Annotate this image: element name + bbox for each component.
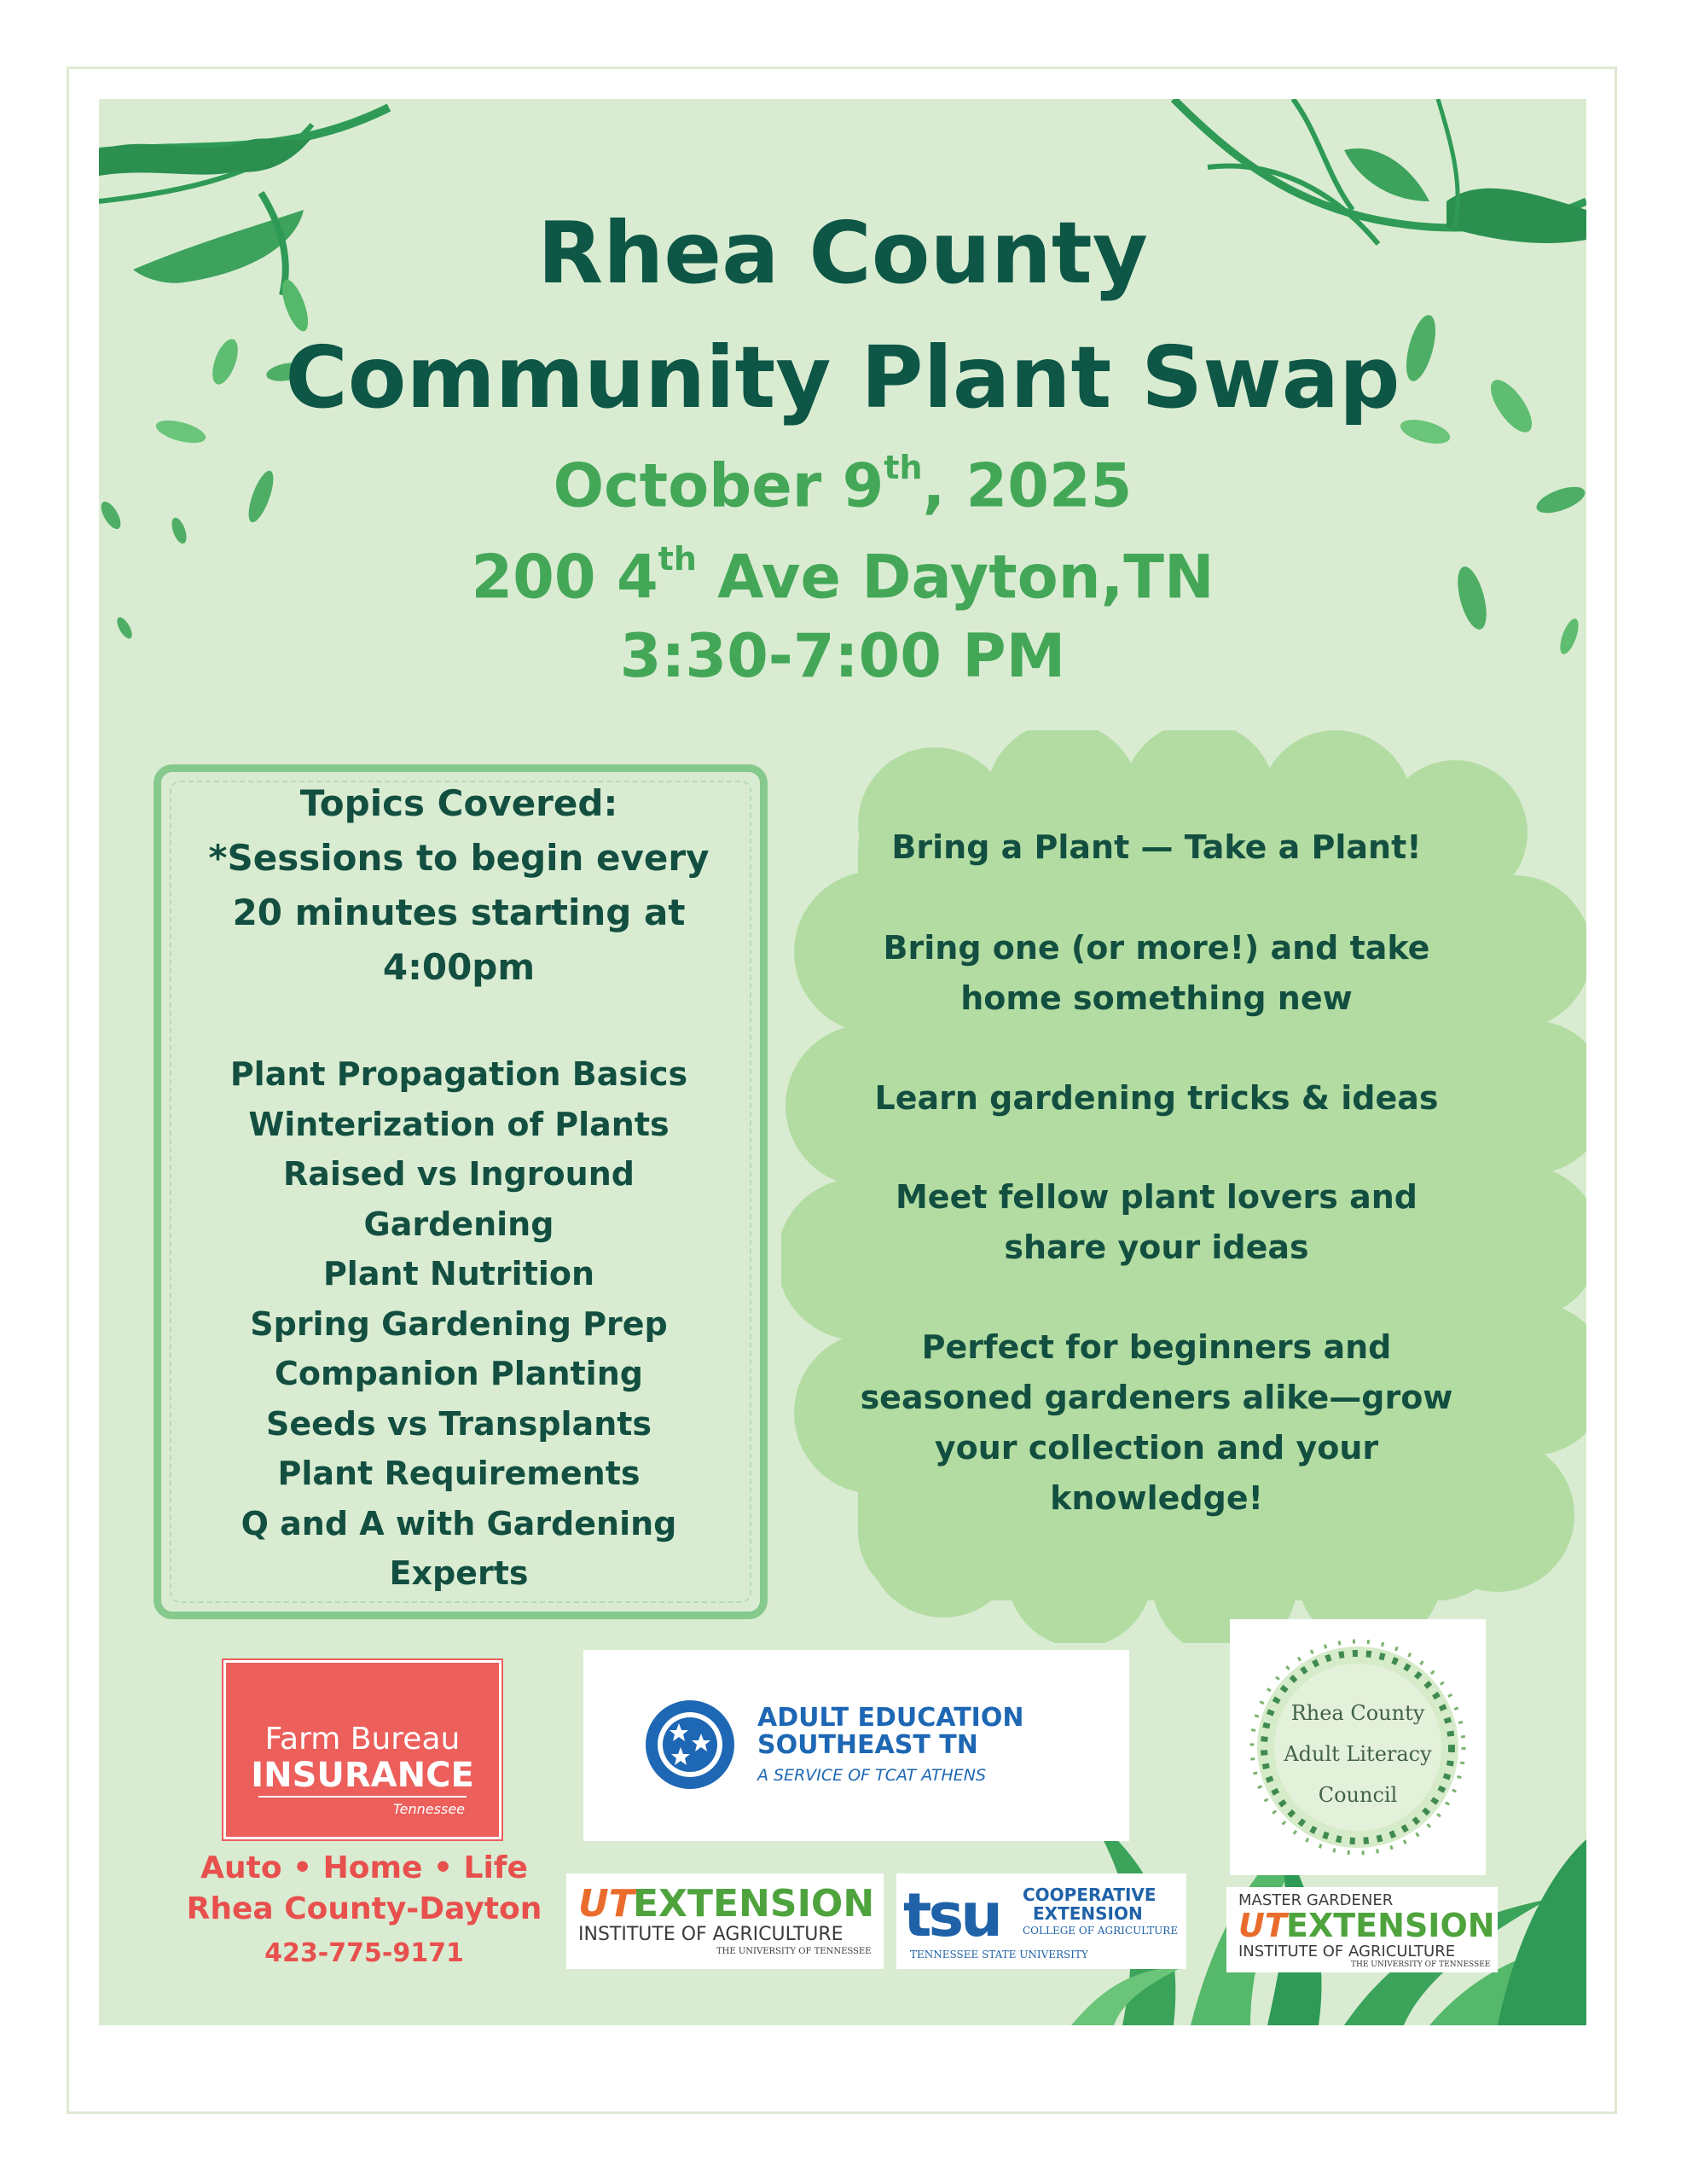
adult-education-region: SOUTHEAST TN: [757, 1730, 978, 1760]
highlight-bring-one: [832, 923, 1481, 1024]
tsu-mark: tsu: [903, 1880, 1000, 1950]
topic-item: Raised vs Inground: [283, 1155, 635, 1193]
event-address: 200 4th Ave Dayton,TN: [471, 540, 1215, 613]
tsu-line2: EXTENSION: [1033, 1903, 1143, 1924]
ut-extension-logo: [566, 1873, 884, 1969]
farm-bureau-tagline: Auto • Home • Life: [200, 1850, 528, 1885]
topics-heading-line: Topics Covered:: [299, 782, 618, 824]
farm-bureau-state: Tennessee: [392, 1801, 465, 1817]
event-date: October 9th, 2025: [553, 449, 1133, 521]
literacy-council-line1: Rhea County: [1290, 1701, 1425, 1725]
topic-item: Plant Nutrition: [322, 1255, 595, 1292]
topic-item: Spring Gardening Prep: [250, 1304, 668, 1343]
topics-list: [152, 1049, 766, 1599]
tsu-extension-logo: [896, 1873, 1186, 1969]
master-extension-word: EXTENSION: [1286, 1907, 1495, 1944]
master-institute: INSTITUTE OF AGRICULTURE: [1238, 1943, 1456, 1960]
topic-item: Gardening: [363, 1205, 554, 1243]
topic-item: Plant Propagation Basics: [229, 1055, 688, 1093]
highlight-line: your collection and your: [934, 1429, 1379, 1467]
topic-item: Experts: [389, 1554, 529, 1592]
ut-institute: INSTITUTE OF AGRICULTURE: [578, 1924, 844, 1945]
event-time: 3:30-7:00 PM: [619, 621, 1066, 691]
highlight-line: share your ideas: [1004, 1228, 1309, 1266]
farm-bureau-name: Farm Bureau: [264, 1722, 461, 1757]
farm-bureau-logo: [223, 1660, 501, 1839]
highlight-line: knowledge!: [1050, 1479, 1263, 1517]
tsu-line1: COOPERATIVE: [1023, 1885, 1157, 1905]
farm-bureau-insurance: INSURANCE: [251, 1756, 474, 1795]
tennessee-stars-icon: [643, 1698, 737, 1792]
highlight-meet: [832, 1172, 1481, 1273]
ut-extension-word: EXTENSION: [633, 1882, 875, 1926]
ut-mark: UT: [578, 1882, 635, 1926]
topic-item: Seeds vs Transplants: [265, 1404, 652, 1443]
farm-bureau-location: Rhea County-Dayton: [186, 1891, 542, 1926]
event-title-line2: Community Plant Swap: [285, 328, 1400, 427]
highlight-line: Meet fellow plant lovers and: [895, 1178, 1418, 1216]
highlight-learn: [832, 1073, 1481, 1124]
farm-bureau-rule: [258, 1796, 467, 1798]
literacy-council-line2: Adult Literacy: [1284, 1742, 1432, 1766]
master-gardener-logo: [1226, 1887, 1498, 1972]
master-ut-mark: UT: [1238, 1907, 1287, 1944]
topic-item: Companion Planting: [275, 1355, 643, 1392]
topic-item: Q and A with Gardening: [241, 1504, 677, 1542]
event-title-line1: Rhea County: [537, 203, 1148, 303]
master-university: THE UNIVERSITY OF TENNESSEE: [1351, 1960, 1491, 1969]
topics-heading-line: 20 minutes starting at: [232, 892, 686, 933]
highlight-line: Learn gardening tricks & ideas: [874, 1079, 1439, 1117]
farm-bureau-phone: 423-775-9171: [264, 1938, 464, 1968]
highlight-line: seasoned gardeners alike—grow: [860, 1379, 1453, 1416]
literacy-council-line3: Council: [1318, 1783, 1398, 1807]
highlight-bring-plant: [832, 822, 1481, 873]
topics-heading-line: *Sessions to begin every: [208, 837, 710, 879]
adult-education-title: ADULT EDUCATION: [757, 1703, 1024, 1733]
highlight-perfect: [832, 1322, 1481, 1524]
topic-item: Plant Requirements: [277, 1455, 641, 1492]
topic-item: Winterization of Plants: [248, 1105, 670, 1143]
master-gardener-label: MASTER GARDENER: [1238, 1891, 1394, 1909]
tsu-line3: COLLEGE OF AGRICULTURE: [1023, 1925, 1179, 1937]
highlight-line: Bring one (or more!) and take: [883, 929, 1430, 967]
ut-university: THE UNIVERSITY OF TENNESSEE: [716, 1947, 872, 1956]
highlight-line: home something new: [960, 979, 1353, 1017]
adult-education-logo: [583, 1650, 1129, 1841]
highlight-line: Bring a Plant — Take a Plant!: [891, 828, 1422, 866]
adult-education-service: A SERVICE OF TCAT ATHENS: [757, 1766, 987, 1785]
literacy-council-logo: [1230, 1619, 1486, 1875]
tsu-line4: TENNESSEE STATE UNIVERSITY: [910, 1949, 1088, 1960]
topics-heading-line: 4:00pm: [382, 946, 536, 988]
highlight-line: Perfect for beginners and: [921, 1328, 1392, 1366]
topics-heading: [152, 776, 766, 995]
